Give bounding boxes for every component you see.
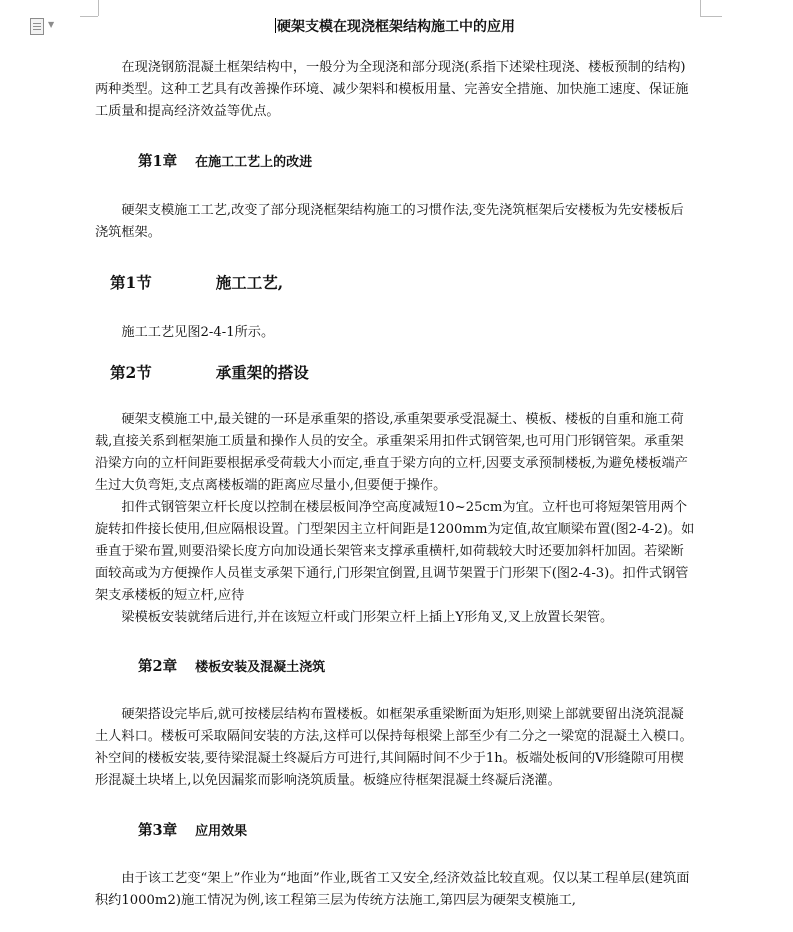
chapter-2-paragraph: 硬架搭设完毕后,就可按楼层结构布置楼板。如框架承重梁断面为矩形,则梁上部就要留出浇筑混凝土人料口。楼板可采取隔间安装的方法,这样可以保持每根梁上部至少有二分之一梁宽的混凝土入模口。补空间的楼板安装,要待梁混凝土终凝后方可进行,其间隔时间不少于1h。板端处板间的V形缝隙可用楔形混凝土块堵上,以免因漏浆而影响浇筑质量。板缝应待框架混凝土终凝后浇灌。 bbox=[95, 707, 693, 788]
crop-mark bbox=[700, 0, 701, 16]
section-1-paragraph: 施工工艺见图2-4-1所示。 bbox=[121, 325, 275, 340]
page-title bbox=[95, 16, 695, 38]
chapter-number: 第2章 bbox=[138, 658, 178, 675]
section-title: 施工工艺, bbox=[215, 273, 284, 292]
crop-mark bbox=[700, 16, 722, 17]
chapter-title: 在施工工艺上的改进 bbox=[195, 155, 313, 170]
chapter-3-heading bbox=[138, 820, 695, 843]
chapter-title: 应用效果 bbox=[195, 824, 248, 839]
text-cursor bbox=[275, 18, 276, 33]
chevron-down-icon[interactable]: ▼ bbox=[48, 20, 55, 29]
chapter-number: 第3章 bbox=[138, 822, 178, 839]
chapter-1-heading bbox=[138, 151, 695, 174]
chapter-title: 楼板安装及混凝土浇筑 bbox=[195, 660, 326, 675]
section-2-paragraph: 扣件式钢管架立杆长度以控制在楼层板间净空高度减短10~25cm为宜。立杆也可将短架管用两个旋转扣件接长使用,但应隔根设置。门型架因主立杆间距是1200mm为定值,故宜顺梁布置(图2-4-2)。如垂直于梁布置,则要沿梁长度方向加设通长架管来支撑承重横杆,如荷载较大时还要加斜杆加固。若梁断面较高或为方便操作人员崔支承架下通行,门形架宜倒置,且调节架置于门形架下(图2-4-3)。扣件式钢管架支承楼板的短立杆,应待 bbox=[95, 500, 695, 603]
section-2-paragraph: 梁模板安装就绪后进行,并在该短立杆或门形架立杆上插上Y形角叉,叉上放置长架管。 bbox=[121, 610, 614, 625]
section-title: 承重架的搭设 bbox=[215, 363, 309, 382]
section-1-heading bbox=[110, 271, 695, 295]
document-page bbox=[95, 16, 695, 912]
chapter-number: 第1章 bbox=[138, 153, 178, 170]
section-number: 第1节 bbox=[110, 273, 152, 292]
document-icon[interactable] bbox=[30, 18, 44, 35]
chapter-1-paragraph: 硬架支模施工工艺,改变了部分现浇框架结构施工的习惯作法,变先浇筑框架后安楼板为先安楼板后浇筑框架。 bbox=[95, 203, 684, 240]
crop-mark bbox=[98, 0, 99, 16]
title-text: 硬架支模在现浇框架结构施工中的应用 bbox=[277, 19, 515, 35]
intro-paragraph: 在现浇钢筋混凝土框架结构中，一般分为全现浇和部分现浇(系指下述梁柱现浇、楼板预制的结构)两种类型。这种工艺具有改善操作环境、减少架料和模板用量、完善安全措施、加快施工速度、保证施工质量和提高经济效益等优点。 bbox=[95, 60, 689, 119]
section-2-paragraph: 硬架支模施工中,最关键的一环是承重架的搭设,承重架要承受混凝土、模板、楼板的自重和施工荷载,直接关系到框架施工质量和操作人员的安全。承重架采用扣件式钢管架,也可用门形钢管架。承重架沿梁方向的立杆间距要根据承受荷载大小而定,垂直于梁方向的立杆,因要支承预制楼板,为避免楼板端产生过大负弯矩,支点离楼板端的距离应尽量小,但要便于操作。 bbox=[95, 412, 688, 493]
chapter-2-heading bbox=[138, 656, 695, 679]
chapter-3-paragraph: 由于该工艺变“架上”作业为“地面”作业,既省工又安全,经济效益比较直观。仅以某工程单层(建筑面积约1000m2)施工情况为例,该工程第三层为传统方法施工,第四层为硬架支模施工, bbox=[95, 871, 690, 908]
section-number: 第2节 bbox=[110, 363, 152, 382]
section-2-heading bbox=[110, 361, 695, 385]
